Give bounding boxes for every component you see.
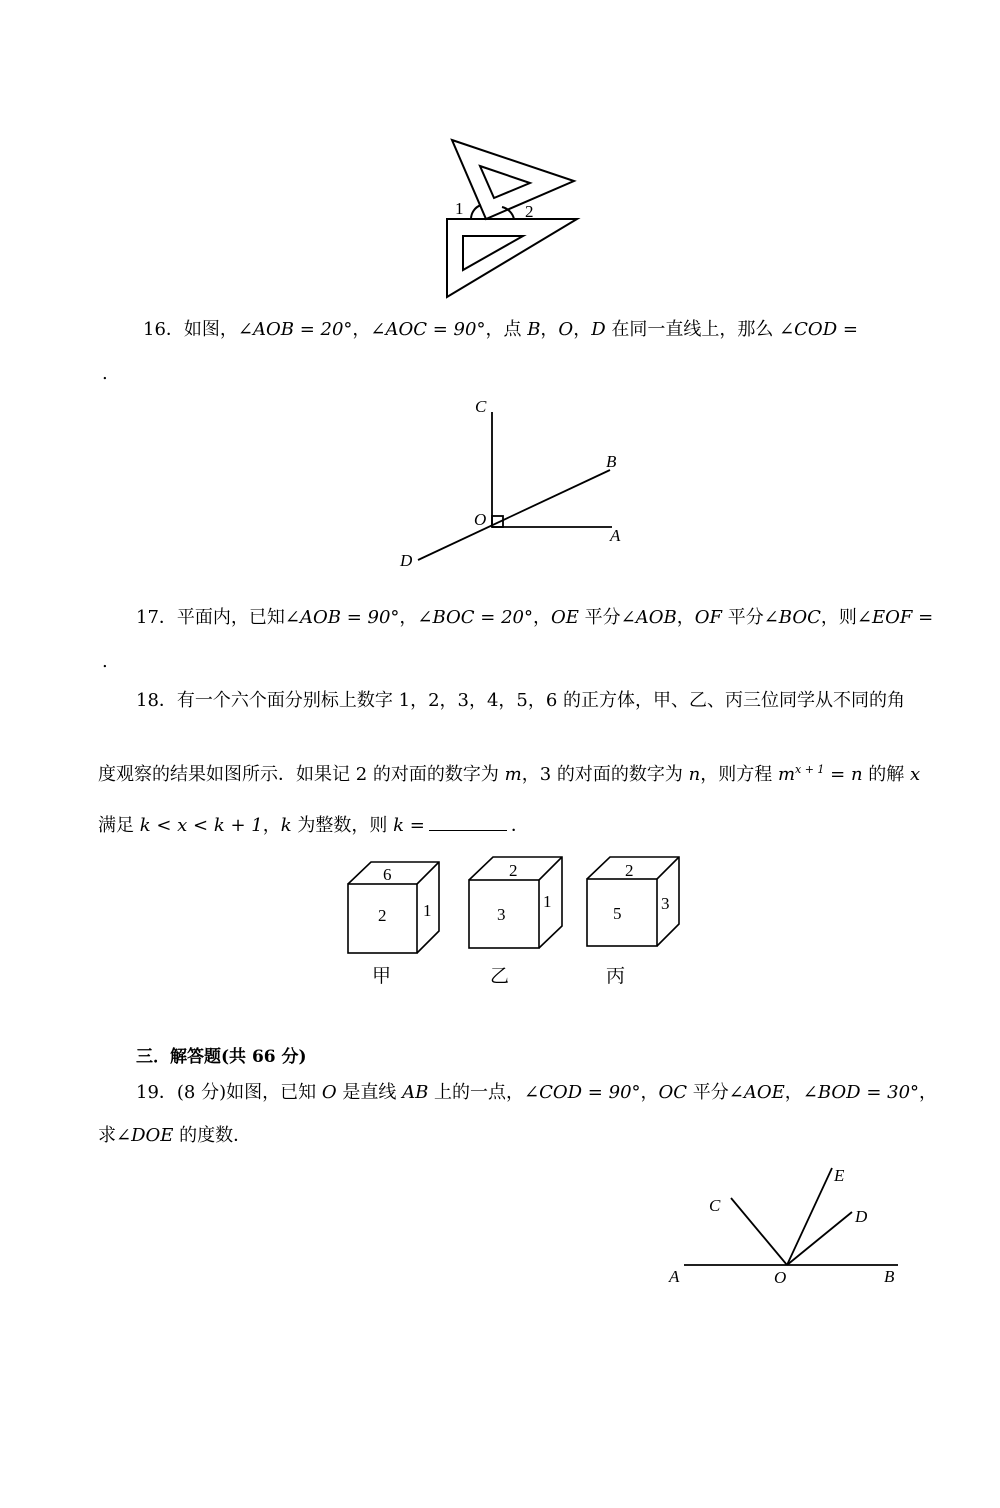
- cube-bing-side: 3: [661, 894, 670, 913]
- label-C: C: [709, 1196, 721, 1215]
- label-E: E: [834, 1166, 845, 1185]
- question-18-line-1: 18．有一个六个面分别标上数字 1，2，3，4，5，6 的正方体，甲、乙、丙三位同学从不同的角: [136, 690, 906, 711]
- label-A: A: [669, 1267, 680, 1286]
- cube-bing-top: 2: [625, 861, 634, 880]
- cube-yi-caption: 乙: [490, 965, 510, 987]
- cube-bing-caption: 丙: [606, 965, 626, 987]
- question-17: 17．平面内，已知∠AOB = 90°，∠BOC = 20°，OE 平分∠AOB，OF 平分∠BOC，则∠EOF =: [136, 607, 934, 628]
- cube-yi-top: 2: [509, 861, 518, 880]
- question-19-line-2: 求∠DOE 的度数．: [98, 1125, 252, 1146]
- cube-yi-side: 1: [543, 892, 552, 911]
- cube-jia-top: 6: [383, 865, 392, 884]
- question-16: 16．如图，∠AOB = 20°，∠AOC = 90°，点 B，O，D 在同一直线上，那么 ∠COD =: [143, 319, 858, 340]
- angle-2-label: 2: [525, 202, 534, 221]
- label-D: D: [855, 1207, 868, 1226]
- label-O: O: [774, 1268, 787, 1287]
- label-C: C: [475, 397, 487, 416]
- label-B: B: [606, 452, 617, 471]
- cube-yi-front: 3: [497, 905, 506, 924]
- question-19-line-1: 19．(8 分)如图，已知 O 是直线 AB 上的一点，∠COD = 90°，OC 平分∠AOE，∠BOD = 30°，: [136, 1082, 938, 1103]
- ray-OC: [731, 1198, 787, 1265]
- angle-1-label: 1: [455, 199, 464, 218]
- cube-jia-side: 1: [423, 901, 432, 920]
- ray-OD: [787, 1212, 852, 1265]
- section-3-title: 三．解答题(共 66 分): [136, 1047, 307, 1067]
- label-B: B: [884, 1267, 895, 1286]
- label-D: D: [400, 551, 413, 570]
- question-17-tail: .: [102, 651, 108, 672]
- label-A: A: [610, 526, 621, 545]
- cube-bing-front: 5: [613, 904, 622, 923]
- question-18-line-2: 度观察的结果如图所示．如果记 2 的对面的数字为 m，3 的对面的数字为 n，则方程 $m^{x + 1} = n$ 的解 x: [98, 763, 921, 785]
- question-16-tail: .: [102, 363, 108, 384]
- cube-jia-front: 2: [378, 906, 387, 925]
- question-18-line-3: 满足 k < x < k + 1，k 为整数，则 k = ．: [98, 815, 529, 836]
- cube-jia-caption: 甲: [372, 965, 392, 987]
- ray-OE: [787, 1168, 832, 1265]
- label-O: O: [474, 510, 487, 529]
